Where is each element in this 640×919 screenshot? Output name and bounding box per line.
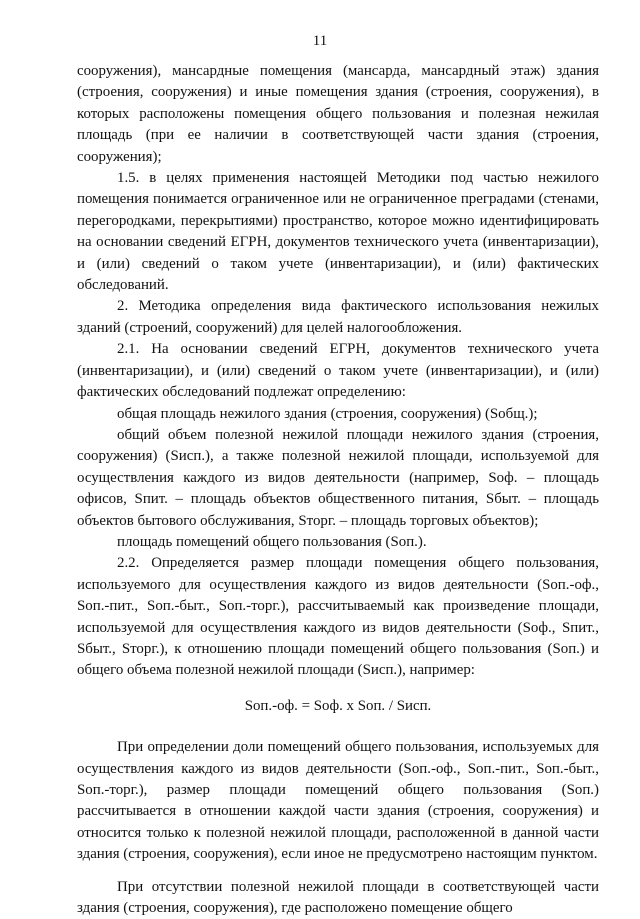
formula: Sоп.-оф. = Sоф. х Sоп. / Sисп. — [244, 697, 432, 714]
paragraph-2-methodology: 2. Методика определения вида фактического использования нежилых зданий (строений, сооружений) для целей налогообложения. — [77, 298, 599, 336]
paragraph-2-1-basis: 2.1. На основании сведений ЕГРН, документов технического учета (инвентаризации), и (или) сведений о таком учете (инвентаризации), и (или) фактических обследований подлежат определению: — [77, 341, 599, 401]
paragraph-share-determination: При определении доли помещений общего пользования, используемых для осуществления каждого из видов деятельности (Sоп.-оф., Sоп.-пит., Sоп.-быт., Sоп.-торг.), размер площади помещений общего пользования (Sоп.) рассчитывается в отношении каждой части здания (строения, сооружения) и относится только к полезной нежилой площади, расположенной в данной части здания (строения, сооружения), если иное не предусмотрено настоящим пунктом. — [77, 739, 599, 863]
paragraph-useful-area: общий объем полезной нежилой площади нежилого здания (строения, сооружения) (Sисп.), а также полезной нежилой площади, используемой для осуществления каждого из видов деятельности (например, Sоф. – площадь офисов, Sпит. – площадь объектов общественного питания, Sбыт. – площадь объектов бытового обслуживания, Sторг. – площадь торговых объектов); — [77, 426, 599, 529]
paragraph-continuation: сооружения), мансардные помещения (мансарда, мансардный этаж) здания (строения, сооружения) и иные помещения здания (строения, сооружения), в которых расположены помещения общего пользования и полезная нежилая площадь (при ее наличии в соответствующей части здания (строения, сооружения); — [77, 63, 599, 165]
paragraph-common-area: площадь помещений общего пользования (Sоп.). — [117, 533, 427, 550]
paragraph-total-area: общая площадь нежилого здания (строения, сооружения) (Sобщ.); — [117, 405, 538, 422]
document-body — [77, 61, 599, 919]
paragraph-absence-useful-area: При отсутствии полезной нежилой площади в соответствующей части здания (строения, сооружения), где расположено помещение общего — [77, 878, 599, 917]
paragraph-1-5-definition: 1.5. в целях применения настоящей Методики под частью нежилого помещения понимается ограниченное или не ограниченное преградами (стенами, перегородками, перекрытиями) пространство, которое можно идентифицировать на основании сведений ЕГРН, документов технического учета (инвентаризации), и (или) сведений о таком учете (инвентаризации), и (или) фактических обследований. — [77, 170, 599, 294]
page-number: 11 — [312, 33, 328, 49]
paragraph-2-2-calculation: 2.2. Определяется размер площади помещения общего пользования, используемого для осуществления каждого из видов деятельности (Sоп.-оф., Sоп.-пит., Sоп.-быт., Sоп.-торг.), рассчитываемый как произведение площади, используемой для осуществления каждого из видов деятельности (Sоф., Sпит., Sбыт., Sторг.), к отношению площади помещений общего пользования (Sоп.) и общего объема полезной нежилой площади (Sисп.), например: — [77, 555, 599, 679]
